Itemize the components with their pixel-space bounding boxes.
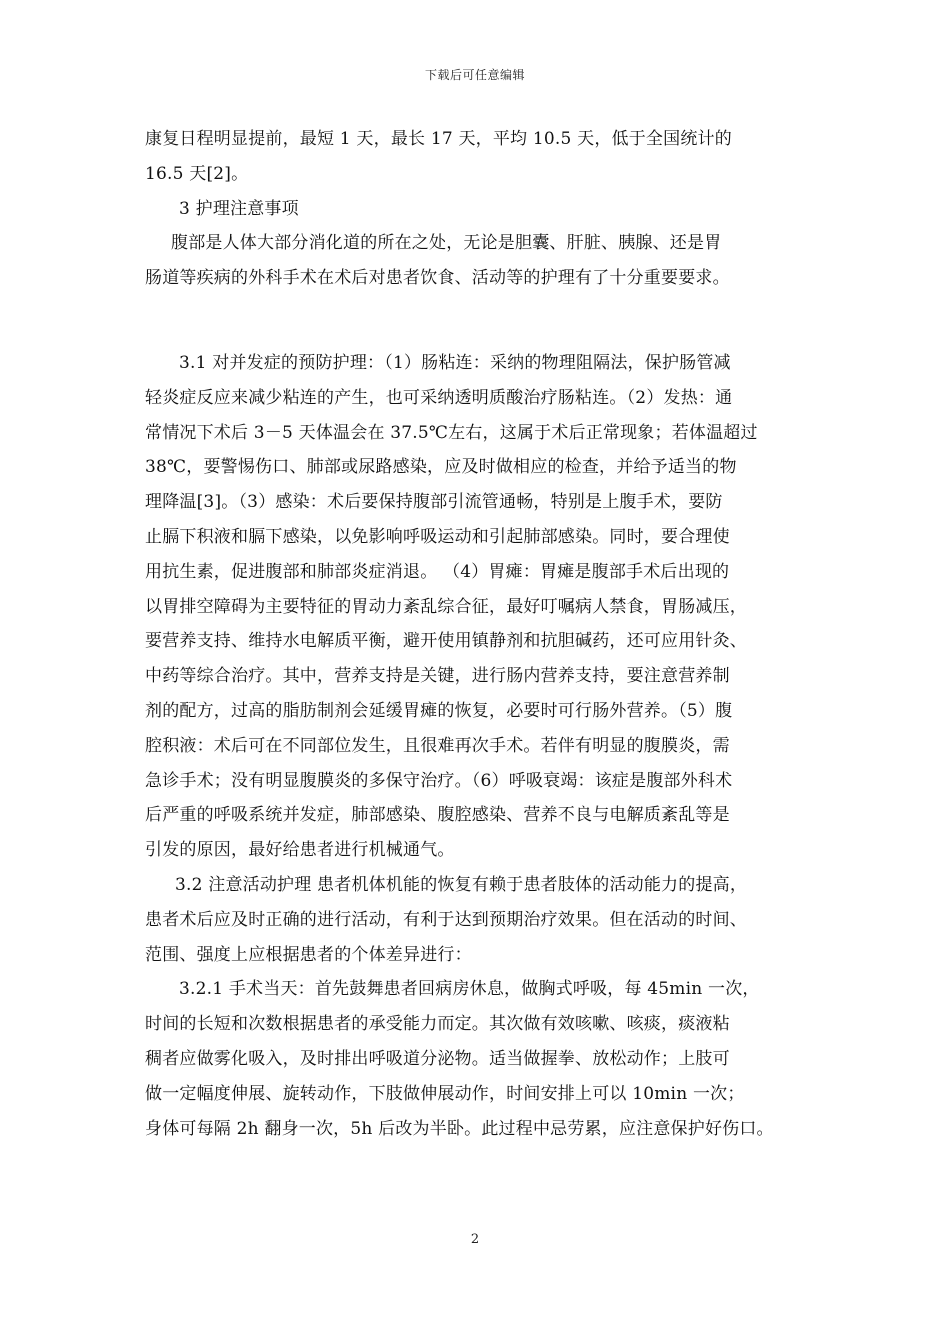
body-line: 急诊手术；没有明显腹膜炎的多保守治疗。（6）呼吸衰竭：该症是腹部外科术 bbox=[145, 770, 733, 791]
body-line: 范围、强度上应根据患者的个体差异进行： bbox=[145, 944, 472, 965]
body-line: 腹部是人体大部分消化道的所在之处，无论是胆囊、肝脏、胰腺、还是胃 bbox=[171, 233, 722, 254]
subsection-heading-line: 3.1 对并发症的预防护理：（1）肠粘连：采纳的物理阻隔法，保护肠管减 bbox=[179, 352, 731, 373]
body-line: 常情况下术后 3－5 天体温会在 37.5℃左右，这属于术后正常现象；若体温超过 bbox=[145, 422, 758, 443]
body-line: 肠道等疾病的外科手术在术后对患者饮食、活动等的护理有了十分重要要求。 bbox=[145, 268, 730, 289]
body-line: 轻炎症反应来减少粘连的产生，也可采纳透明质酸治疗肠粘连。（2）发热：通 bbox=[145, 387, 733, 408]
body-line: 腔积液：术后可在不同部位发生，且很难再次手术。若伴有明显的腹膜炎，需 bbox=[145, 735, 730, 756]
body-line: 康复日程明显提前，最短 1 天，最长 17 天，平均 10.5 天，低于全国统计的 bbox=[145, 129, 732, 149]
body-line: 用抗生素，促进腹部和肺部炎症消退。 （4）胃瘫：胃瘫是腹部手术后出现的 bbox=[145, 561, 730, 582]
page-number: 2 bbox=[470, 1232, 480, 1247]
body-line: 稠者应做雾化吸入，及时排出呼吸道分泌物。适当做握拳、放松动作；上肢可 bbox=[145, 1048, 730, 1069]
body-line: 要营养支持、维持水电解质平衡，避开使用镇静剂和抗胆碱药，还可应用针灸、 bbox=[145, 631, 747, 652]
section-heading: 3 护理注意事项 bbox=[179, 198, 299, 219]
body-line: 时间的长短和次数根据患者的承受能力而定。其次做有效咳嗽、咳痰，痰液粘 bbox=[145, 1014, 730, 1035]
body-line: 剂的配方，过高的脂肪制剂会延缓胃瘫的恢复，必要时可行肠外营养。（5）腹 bbox=[145, 700, 733, 721]
body-line: 做一定幅度伸展、旋转动作，下肢做伸展动作，时间安排上可以 10min 一次； bbox=[145, 1083, 745, 1104]
subsection-heading-line: 3.2.1 手术当天：首先鼓舞患者回病房休息，做胸式呼吸，每 45min 一次， bbox=[179, 979, 760, 1000]
page-header: 下载后可任意编辑 bbox=[424, 68, 525, 82]
paragraph-gap bbox=[145, 298, 815, 348]
body-line: 38℃，要警惕伤口、肺部或尿路感染，应及时做相应的检查，并给予适当的物 bbox=[145, 457, 737, 478]
body-line: 止膈下积液和膈下感染，以免影响呼吸运动和引起肺部感染。同时，要合理使 bbox=[145, 526, 730, 547]
body-line: 以胃排空障碍为主要特征的胃动力紊乱综合征，最好叮嘱病人禁食，胃肠减压， bbox=[145, 596, 747, 617]
body-line: 引发的原因，最好给患者进行机械通气。 bbox=[145, 840, 455, 861]
document-body bbox=[145, 124, 815, 1148]
body-line: 中药等综合治疗。其中，营养支持是关键，进行肠内营养支持，要注意营养制 bbox=[145, 666, 730, 687]
subsection-heading-line: 3.2 注意活动护理 患者机体机能的恢复有赖于患者肢体的活动能力的提高， bbox=[175, 874, 748, 895]
body-line: 患者术后应及时正确的进行活动，有利于达到预期治疗效果。但在活动的时间、 bbox=[145, 909, 747, 930]
body-line: 16.5 天[2]。 bbox=[145, 163, 249, 184]
body-line: 理降温[3]。（3）感染：术后要保持腹部引流管通畅，特别是上腹手术，要防 bbox=[145, 492, 723, 513]
body-line: 后严重的呼吸系统并发症，肺部感染、腹腔感染、营养不良与电解质紊乱等是 bbox=[145, 805, 730, 826]
body-line: 身体可每隔 2h 翻身一次，5h 后改为半卧。此过程中忌劳累，应注意保护好伤口。 bbox=[145, 1118, 774, 1139]
